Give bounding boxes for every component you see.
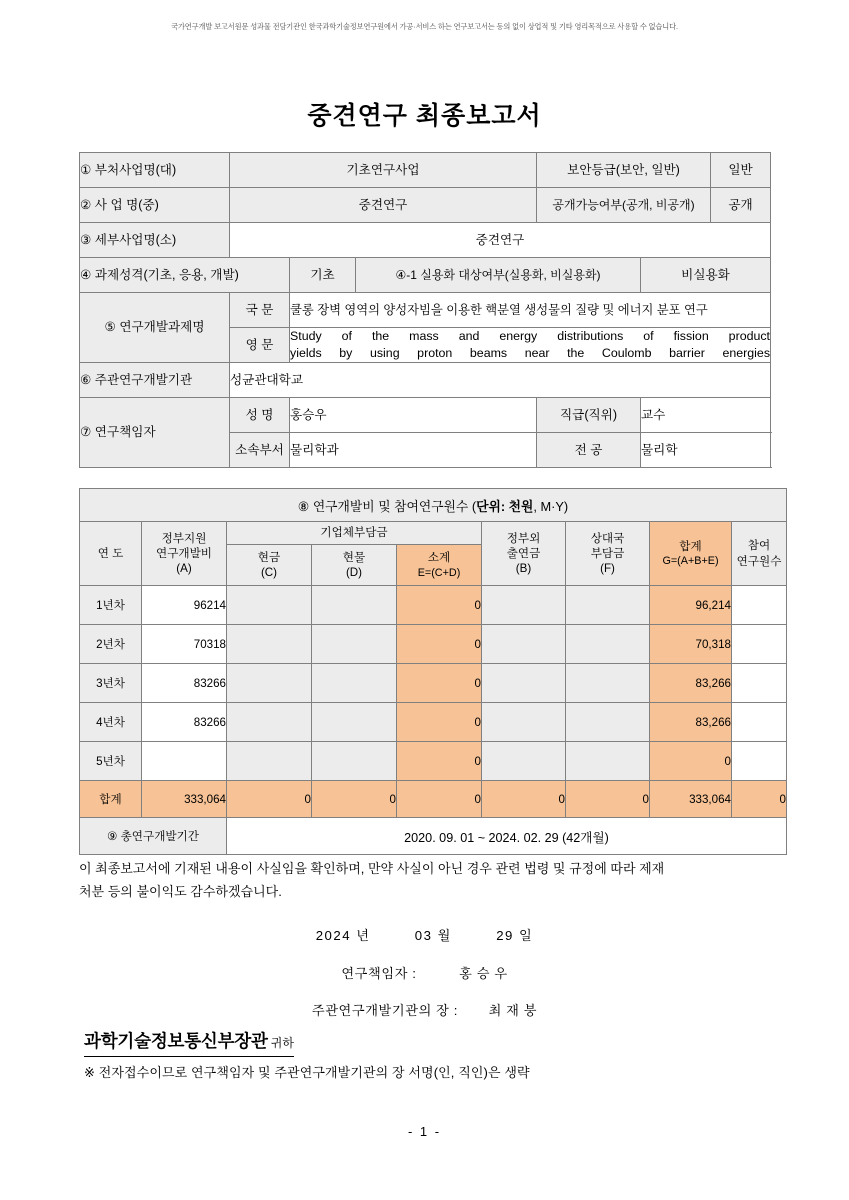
table-row — [80, 703, 787, 742]
header-subtotal-line2: E=(C+D) — [417, 566, 461, 579]
header-partner-country — [566, 522, 650, 586]
total-partner: 0 — [566, 781, 650, 818]
row-subtotal: 0 — [397, 703, 482, 742]
budget-table — [79, 488, 787, 855]
program-name-value: 중견연구 — [230, 188, 537, 223]
table-row — [80, 293, 771, 328]
row-cash — [227, 742, 312, 781]
header-inkind-line1: 현물 — [342, 550, 366, 564]
total-label: 합계 — [80, 781, 142, 818]
total-nongov: 0 — [482, 781, 566, 818]
row-researchers — [732, 625, 787, 664]
table-row — [80, 363, 771, 398]
total-cash: 0 — [227, 781, 312, 818]
row-gov-fund — [142, 742, 227, 781]
header-company-contribution: 기업체부담금 — [227, 522, 482, 545]
page-number: - 1 - — [407, 1124, 442, 1139]
row-partner — [566, 664, 650, 703]
header-grand-total — [650, 522, 732, 586]
research-period-value: 2020. 09. 01 ~ 2024. 02. 29 (42개월) — [227, 818, 787, 855]
row-inkind — [312, 703, 397, 742]
budget-title-suffix: , M·Y) — [533, 498, 569, 514]
institution-head-signature-line — [0, 1000, 849, 1019]
pi-major-value: 물리학 — [641, 433, 771, 468]
row-inkind — [312, 625, 397, 664]
header-researchers-line1: 참여 — [747, 539, 771, 553]
row-gov-fund: 83266 — [142, 703, 227, 742]
korean-title-label: 국 문 — [230, 293, 290, 328]
research-period-row — [80, 818, 787, 855]
row-total: 70,318 — [650, 625, 732, 664]
security-grade-label: 보안등급(보안, 일반) — [537, 153, 711, 188]
header-researchers — [732, 522, 787, 586]
header-partner-line2: 부담금 — [590, 546, 625, 560]
english-title-line-1: Study of the mass and energy distributions of fission product — [290, 329, 771, 344]
project-type-value: 기초 — [290, 258, 356, 293]
header-gov-fund-line2: 연구개발비 — [156, 546, 212, 560]
header-nongov-line2: 출연금 — [506, 546, 541, 560]
row-subtotal: 0 — [397, 664, 482, 703]
host-institution-label: ⑥ 주관연구개발기관 — [80, 363, 230, 398]
total-subtotal: 0 — [397, 781, 482, 818]
copyright-notice: 국가연구개발 보고서원문 성과물 전담기관인 한국과학기술정보연구원에서 가공·서비스 하는 연구보고서는 동의 없이 상업적 및 기타 영리목적으로 사용할 수 없습니다. — [171, 22, 678, 31]
row-total: 0 — [650, 742, 732, 781]
minister-addressee — [84, 1028, 294, 1057]
header-inkind-line2: (D) — [345, 566, 363, 579]
pi-name-label: 성 명 — [230, 398, 290, 433]
row-nongov — [482, 586, 566, 625]
row-year-label: 4년차 — [80, 703, 142, 742]
ministry-program-label: ① 부처사업명(대) — [80, 153, 230, 188]
row-partner — [566, 625, 650, 664]
row-inkind — [312, 586, 397, 625]
english-title-line-2: yields by using proton beams near the Coulomb barrier energies — [290, 346, 771, 360]
pi-label: ⑦ 연구책임자 — [80, 398, 230, 468]
row-cash — [227, 625, 312, 664]
row-total: 96,214 — [650, 586, 732, 625]
date-year: 2024 년 — [315, 928, 371, 943]
project-type-label: ④ 과제성격(기초, 응용, 개발) — [80, 258, 290, 293]
table-row — [80, 625, 787, 664]
signature-date — [0, 925, 849, 944]
ministry-program-value: 기초연구사업 — [230, 153, 537, 188]
row-inkind — [312, 742, 397, 781]
row-researchers — [732, 586, 787, 625]
row-nongov — [482, 742, 566, 781]
row-partner — [566, 586, 650, 625]
row-year-label: 2년차 — [80, 625, 142, 664]
row-total: 83,266 — [650, 664, 732, 703]
header-partner-line1: 상대국 — [590, 531, 625, 545]
row-year-label: 5년차 — [80, 742, 142, 781]
row-partner — [566, 703, 650, 742]
row-nongov — [482, 664, 566, 703]
header-cash-line2: (C) — [260, 566, 278, 579]
declaration-line-2: 처분 등의 불이익도 감수하겠습니다. — [79, 883, 282, 899]
row-cash — [227, 586, 312, 625]
header-total-line2: G=(A+B+E) — [662, 555, 719, 568]
header-gov-fund-line1: 정부지원 — [161, 531, 207, 545]
pi-position-label: 직급(직위) — [537, 398, 641, 433]
row-researchers — [732, 664, 787, 703]
pi-name-value: 홍승우 — [290, 398, 537, 433]
table-row — [80, 223, 771, 258]
host-institution-value: 성균관대학교 — [230, 363, 771, 398]
header-subtotal-line1: 소계 — [427, 551, 451, 565]
pi-position-value: 교수 — [641, 398, 771, 433]
total-researchers: 0 — [732, 781, 787, 818]
subprogram-value: 중견연구 — [230, 223, 771, 258]
date-day: 29 일 — [496, 928, 534, 943]
project-info-table — [79, 152, 771, 468]
row-researchers — [732, 742, 787, 781]
english-title-value — [290, 328, 771, 363]
pi-signature-line — [0, 963, 849, 982]
minister-honorific: 귀하 — [270, 1036, 294, 1050]
english-title-label: 영 문 — [230, 328, 290, 363]
minister-title: 과학기술정보통신부장관 — [84, 1031, 268, 1051]
project-title-label: ⑤ 연구개발과제명 — [80, 293, 230, 363]
pi-signature-name: 홍 승 우 — [459, 966, 508, 981]
table-row — [80, 742, 787, 781]
header-total-line1: 합계 — [679, 539, 702, 553]
header-gov-fund — [142, 522, 227, 586]
commercialization-value: 비실용화 — [641, 258, 771, 293]
header-nongov-fund — [482, 522, 566, 586]
row-gov-fund: 83266 — [142, 664, 227, 703]
table-row — [80, 258, 771, 293]
total-grand: 333,064 — [650, 781, 732, 818]
header-researchers-line2: 연구원수 — [736, 554, 782, 568]
header-cash-line1: 현금 — [257, 550, 281, 564]
row-subtotal: 0 — [397, 625, 482, 664]
row-cash — [227, 703, 312, 742]
security-grade-value: 일반 — [711, 153, 771, 188]
pi-signature-label: 연구책임자 : — [341, 966, 417, 981]
header-gov-fund-line3: (A) — [176, 562, 192, 576]
budget-header-row-1 — [80, 522, 787, 545]
korean-title-value: 쿨롱 장벽 영역의 양성자빔을 이용한 핵분열 생성물의 질량 및 에너지 분포 연구 — [290, 293, 771, 328]
row-gov-fund: 70318 — [142, 625, 227, 664]
header-inkind — [312, 545, 397, 586]
row-inkind — [312, 664, 397, 703]
institution-head-name: 최 재 붕 — [488, 1003, 538, 1018]
row-total: 83,266 — [650, 703, 732, 742]
pi-dept-value: 물리학과 — [290, 433, 537, 468]
program-name-label: ② 사 업 명(중) — [80, 188, 230, 223]
row-cash — [227, 664, 312, 703]
header-partner-line3: (F) — [600, 562, 615, 576]
disclosure-value: 공개 — [711, 188, 771, 223]
table-row — [80, 664, 787, 703]
row-partner — [566, 742, 650, 781]
row-nongov — [482, 625, 566, 664]
pi-dept-label: 소속부서 — [230, 433, 290, 468]
budget-section-title — [80, 489, 787, 522]
date-month: 03 월 — [414, 928, 452, 943]
row-gov-fund: 96214 — [142, 586, 227, 625]
budget-section-title-row — [80, 489, 787, 522]
total-gov-fund: 333,064 — [142, 781, 227, 818]
row-nongov — [482, 703, 566, 742]
row-subtotal: 0 — [397, 586, 482, 625]
row-year-label: 3년차 — [80, 664, 142, 703]
table-row — [80, 188, 771, 223]
row-researchers — [732, 703, 787, 742]
row-year-label: 1년차 — [80, 586, 142, 625]
table-row — [80, 398, 771, 433]
research-period-label: ⑨ 총연구개발기간 — [80, 818, 227, 855]
header-subtotal — [397, 545, 482, 586]
total-inkind: 0 — [312, 781, 397, 818]
declaration-line-1: 이 최종보고서에 기재된 내용이 사실임을 확인하며, 만약 사실이 아닌 경우 관련 법령 및 규정에 따라 제재 — [79, 861, 665, 876]
header-nongov-line1: 정부외 — [506, 531, 541, 545]
table-row — [80, 153, 771, 188]
page-title: 중견연구 최종보고서 — [307, 102, 542, 130]
commercialization-label: ④-1 실용화 대상여부(실용화, 비실용화) — [356, 258, 641, 293]
budget-title-unit: 단위: 천원 — [476, 498, 534, 514]
budget-title-prefix: ⑧ 연구개발비 및 참여연구원수 ( — [297, 498, 477, 514]
declaration-text — [79, 858, 771, 904]
budget-total-row — [80, 781, 787, 818]
disclosure-label: 공개가능여부(공개, 비공개) — [537, 188, 711, 223]
signature-omission-note: ※ 전자접수이므로 연구책임자 및 주관연구개발기관의 장 서명(인, 직인)은 생략 — [84, 1065, 530, 1080]
subprogram-label: ③ 세부사업명(소) — [80, 223, 230, 258]
header-year: 연 도 — [80, 522, 142, 586]
header-nongov-line3: (B) — [515, 562, 532, 576]
institution-head-label: 주관연구개발기관의 장 : — [311, 1003, 459, 1018]
pi-major-label: 전 공 — [537, 433, 641, 468]
row-subtotal: 0 — [397, 742, 482, 781]
table-row — [80, 586, 787, 625]
header-cash — [227, 545, 312, 586]
